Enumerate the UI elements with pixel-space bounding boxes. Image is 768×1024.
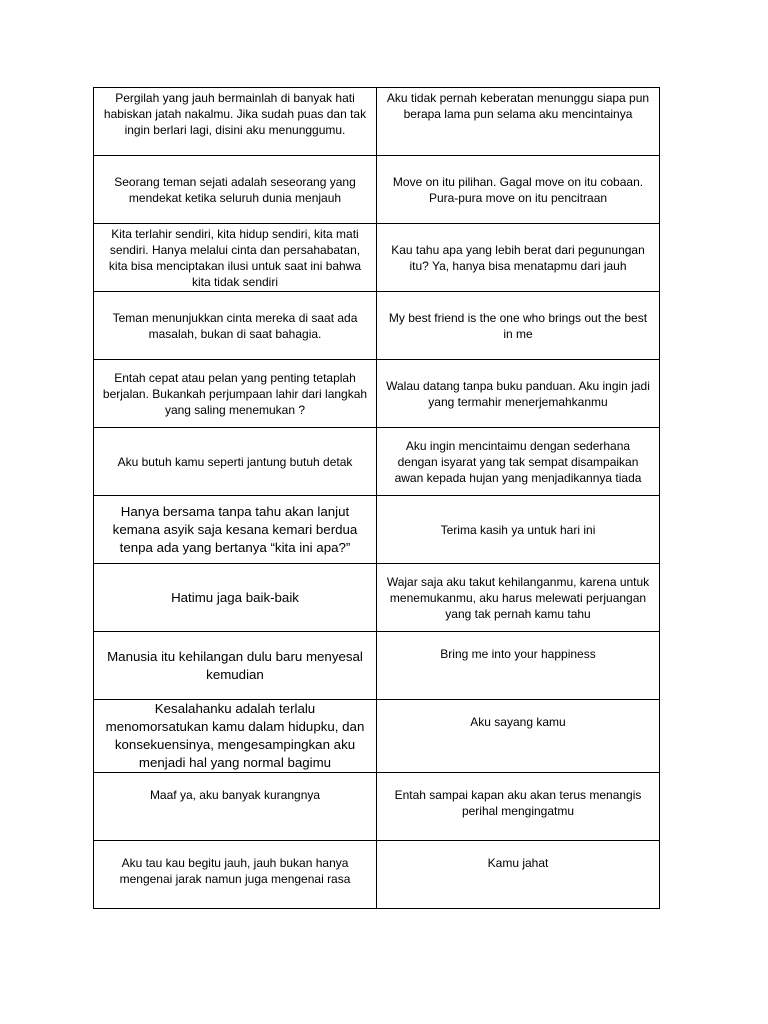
table-row: [94, 700, 660, 773]
quote-cell-left: Hatimu jaga baik-baik: [94, 564, 377, 632]
quotes-table: [93, 87, 660, 909]
quote-cell-left: Teman menunjukkan cinta mereka di saat ada masalah, bukan di saat bahagia.: [94, 292, 377, 360]
table-row: [94, 88, 660, 156]
quote-cell-right: My best friend is the one who brings out the best in me: [377, 292, 660, 360]
quote-cell-left: Seorang teman sejati adalah seseorang yang mendekat ketika seluruh dunia menjauh: [94, 156, 377, 224]
quote-cell-right: Kamu jahat: [377, 841, 660, 909]
quote-cell-right: Kau tahu apa yang lebih berat dari pegunungan itu? Ya, hanya bisa menatapmu dari jauh: [377, 224, 660, 292]
quote-cell-left: Aku butuh kamu seperti jantung butuh detak: [94, 428, 377, 496]
table-row: [94, 564, 660, 632]
quote-cell-left: Hanya bersama tanpa tahu akan lanjut kemana asyik saja kesana kemari berdua tenpa ada yang bertanya “kita ini apa?”: [94, 496, 377, 564]
quote-cell-left: Kesalahanku adalah terlalu menomorsatukan kamu dalam hidupku, dan konsekuensinya, mengesampingkan aku menjadi hal yang normal bagimu: [94, 700, 377, 773]
table-row: [94, 841, 660, 909]
quote-cell-right: Aku ingin mencintaimu dengan sederhana dengan isyarat yang tak sempat disampaikan awan kepada hujan yang menjadikannya tiada: [377, 428, 660, 496]
quote-cell-left: Pergilah yang jauh bermainlah di banyak hati habiskan jatah nakalmu. Jika sudah puas dan tak ingin berlari lagi, disini aku menunggumu.: [94, 88, 377, 156]
quote-cell-right: Bring me into your happiness: [377, 632, 660, 700]
quote-cell-right: Move on itu pilihan. Gagal move on itu cobaan. Pura-pura move on itu pencitraan: [377, 156, 660, 224]
quote-cell-right: Wajar saja aku takut kehilanganmu, karena untuk menemukanmu, aku harus melewati perjuangan yang tak pernah kamu tahu: [377, 564, 660, 632]
quote-cell-left: Kita terlahir sendiri, kita hidup sendiri, kita mati sendiri. Hanya melalui cinta dan persahabatan, kita bisa menciptakan ilusi untuk saat ini bahwa kita tidak sendiri: [94, 224, 377, 292]
table-row: [94, 773, 660, 841]
quote-cell-right: Entah sampai kapan aku akan terus menangis perihal mengingatmu: [377, 773, 660, 841]
quote-cell-right: Aku tidak pernah keberatan menunggu siapa pun berapa lama pun selama aku mencintainya: [377, 88, 660, 156]
table-row: [94, 428, 660, 496]
quote-cell-right: Terima kasih ya untuk hari ini: [377, 496, 660, 564]
table-row: [94, 292, 660, 360]
table-row: [94, 496, 660, 564]
table-row: [94, 224, 660, 292]
quote-cell-left: Maaf ya, aku banyak kurangnya: [94, 773, 377, 841]
quote-cell-right: Aku sayang kamu: [377, 700, 660, 773]
quote-cell-left: Aku tau kau begitu jauh, jauh bukan hanya mengenai jarak namun juga mengenai rasa: [94, 841, 377, 909]
quote-cell-right: Walau datang tanpa buku panduan. Aku ingin jadi yang termahir menerjemahkanmu: [377, 360, 660, 428]
table-row: [94, 156, 660, 224]
table-row: [94, 360, 660, 428]
quote-cell-left: Entah cepat atau pelan yang penting tetaplah berjalan. Bukankah perjumpaan lahir dari langkah yang saling menemukan ?: [94, 360, 377, 428]
table-row: [94, 632, 660, 700]
quote-cell-left: Manusia itu kehilangan dulu baru menyesal kemudian: [94, 632, 377, 700]
